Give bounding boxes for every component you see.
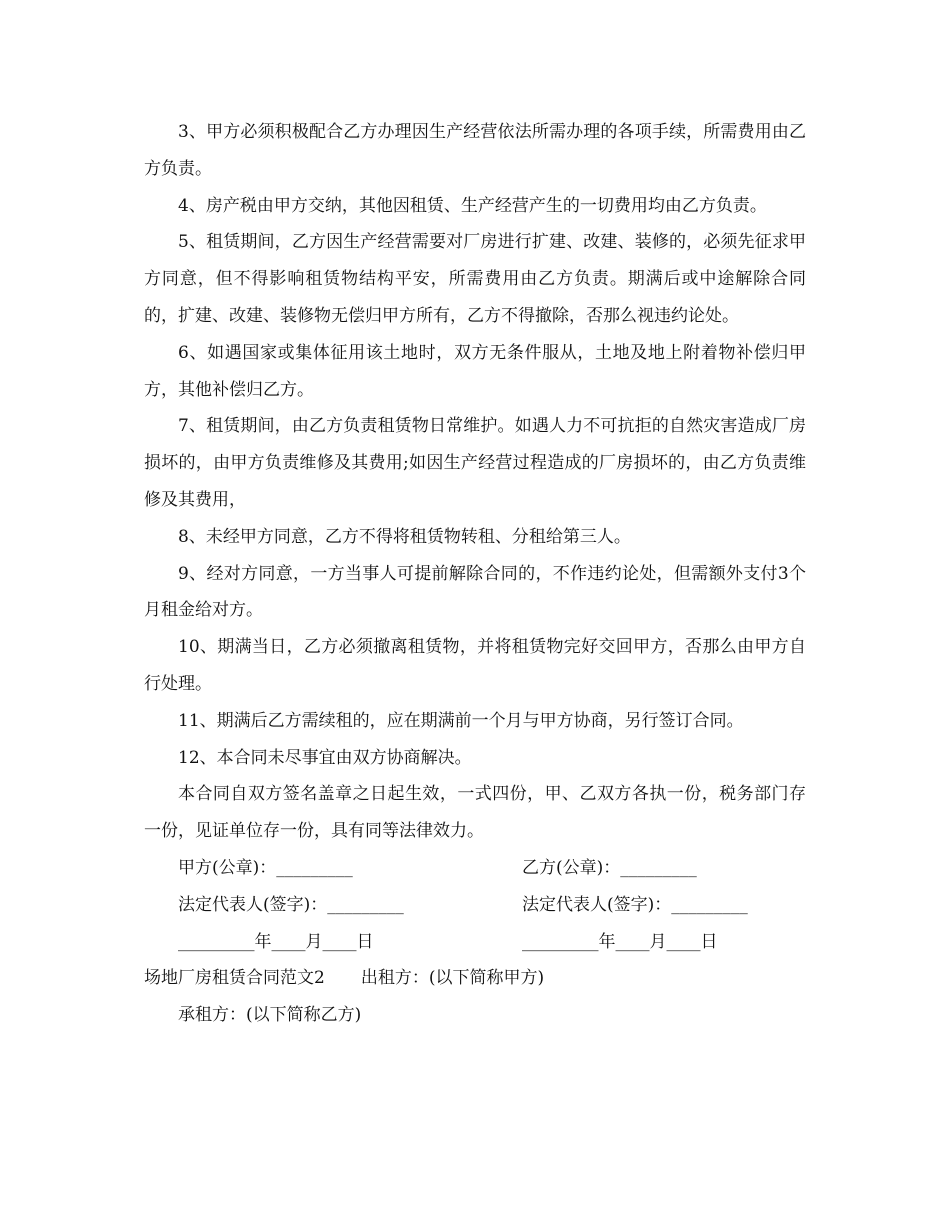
lessee-line: 承租方：(以下简称乙方)	[178, 1005, 362, 1026]
clause-7: 7、租赁期间，由乙方负责租赁物日常维护。如遇人力不可抗拒的自然灾害造成厂房损坏的，由甲方负责维修及其费用;如因生产经营过程造成的厂房损坏的，由乙方负责维修及其费用，	[144, 416, 806, 510]
party-a-date-field: _________年____月____日	[178, 931, 374, 952]
clause-12: 12、本合同未尽事宜由双方协商解决。	[178, 747, 472, 768]
party-a-representative-field: 法定代表人(签字)：_________	[178, 894, 404, 915]
clause-10: 10、期满当日，乙方必须撤离租赁物，并将租赁物完好交回甲方，否那么由甲方自行处理。	[144, 637, 806, 694]
clause-4: 4、房产税由甲方交纳，其他因租赁、生产经营产生的一切费用均由乙方负责。	[178, 195, 767, 216]
document-body	[144, 114, 806, 1034]
effectiveness-clause: 本合同自双方签名盖章之日起生效，一式四份，甲、乙双方各执一份，税务部门存一份，见证单位存一份，具有同等法律效力。	[144, 784, 806, 842]
clause-6: 6、如遇国家或集体征用该土地时，双方无条件服从，土地及地上附着物补偿归甲方，其他补偿归乙方。	[144, 342, 806, 400]
next-contract-heading-line	[144, 960, 806, 997]
clause-3: 3、甲方必须积极配合乙方办理因生产经营依法所需办理的各项手续，所需费用由乙方负责。	[144, 122, 806, 179]
clause-9: 9、经对方同意，一方当事人可提前解除合同的，不作违约论处，但需额外支付3个月租金给对方。	[144, 563, 806, 621]
party-b-seal-field: 乙方(公章)：_________	[522, 857, 697, 878]
clause-8: 8、未经甲方同意，乙方不得将租赁物转租、分租给第三人。	[178, 526, 631, 547]
lessor-line: 出租方：(以下简称甲方)	[360, 968, 545, 989]
party-b-representative-field: 法定代表人(签字)：_________	[522, 894, 748, 915]
party-b-date-field: _________年____月____日	[522, 931, 718, 952]
clause-5: 5、租赁期间，乙方因生产经营需要对厂房进行扩建、改建、装修的，必须先征求甲方同意，但不得影响租赁物结构平安，所需费用由乙方负责。期满后或中途解除合同的，扩建、改建、装修物无偿归甲方所有，乙方不得撤除，否那么视违约论处。	[144, 232, 806, 326]
signature-row-seal	[144, 850, 806, 887]
next-contract-title: 场地厂房租赁合同范文2	[144, 968, 325, 989]
signature-row-date	[144, 924, 806, 961]
party-a-seal-field: 甲方(公章)：_________	[178, 857, 353, 878]
signature-row-representative	[144, 887, 806, 924]
clause-11: 11、期满后乙方需续租的，应在期满前一个月与甲方协商，另行签订合同。	[178, 710, 744, 731]
